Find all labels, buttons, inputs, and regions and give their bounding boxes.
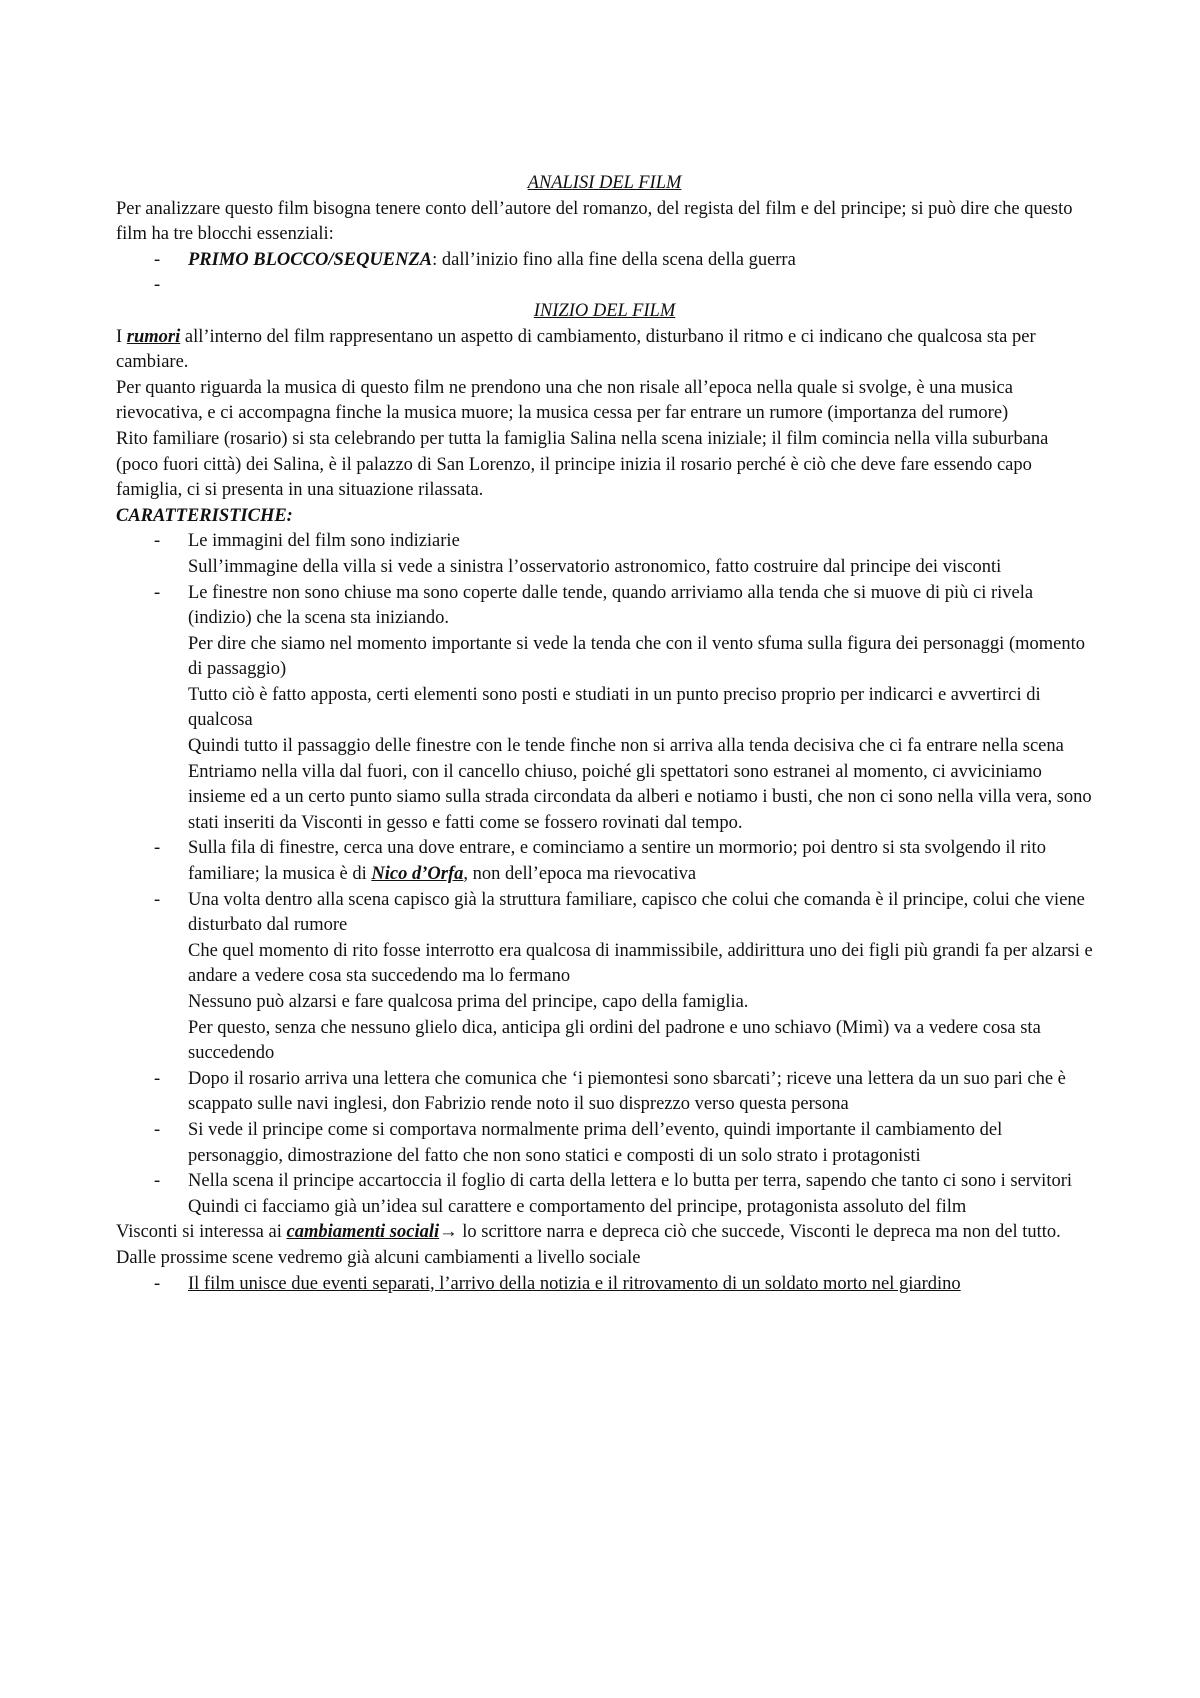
- paragraph-visconti: [116, 1220, 1093, 1246]
- visconti-strong: cambiamenti sociali: [286, 1222, 440, 1243]
- list-item: [188, 1067, 1093, 1118]
- list-item-line: Nessuno può alzarsi e fare qualcosa prima del principe, capo della famiglia.: [188, 992, 749, 1012]
- heading-inizio: [116, 299, 1093, 325]
- visconti-rest: lo scrittore narra e depreca ciò che succede, Visconti le depreca ma non del tutto.: [457, 1222, 1061, 1243]
- document-content: [116, 171, 1093, 1297]
- list-item: [188, 888, 1093, 1067]
- rumori-pre: I: [116, 326, 127, 347]
- list-item-line: - Una volta dentro alla scena capisco già la struttura familiare, capisco che colui che comanda è il principe, colui che viene disturbato dal rumore: [188, 889, 1085, 936]
- list-item-line: Quindi ci facciamo già un’idea sul carattere e comportamento del principe, protagonista assoluto del film: [188, 1196, 967, 1217]
- list-item-line: Che quel momento di rito fosse interrotto era qualcosa di inammissibile, addirittura uno dei figli più grandi fa per alzarsi e andare a vedere cosa sta succedendo ma lo fermano: [188, 940, 1093, 987]
- intro-paragraph: Per analizzare questo film bisogna tenere conto dell’autore del romanzo, del regista del film e del principe; si può dire che questo film ha tre blocchi essenziali:: [116, 198, 1073, 245]
- list-item-last: [188, 1272, 1093, 1298]
- caratteristiche-list: [116, 529, 1093, 1220]
- list-item-line: - Le finestre non sono chiuse ma sono coperte dalle tende, quando arriviamo alla tenda che si muove di più ci rivela (indizio) che la scena sta iniziando.: [188, 582, 1034, 629]
- primo-blocco-label: PRIMO BLOCCO/SEQUENZA: [188, 249, 433, 270]
- rumori-strong: rumori: [126, 326, 181, 347]
- paragraph-musica: Per quanto riguarda la musica di questo film ne prendono una che non risale all’epoca nella quale si svolge, è una musica rievocativa, e ci accompagna finche la musica muore; la musica cessa per far entrare un rumore (importanza del rumore): [116, 377, 1013, 424]
- nico-rest: , non dell’epoca ma rievocativa: [463, 864, 697, 885]
- list-item-line: Quindi tutto il passaggio delle finestre con le tende finche non si arriva alla tenda decisiva che ci fa entrare nella scena: [188, 736, 1064, 757]
- list-item-primo-blocco: [188, 248, 1093, 274]
- list-item-line: - Si vede il principe come si comportava normalmente prima dell’evento, quindi importante il cambiamento del personaggio, dimostrazione del fatto che non sono statici e composti di un solo strato i protagonisti: [188, 1119, 1003, 1166]
- list-item-line: - Le immagini del film sono indiziarie: [188, 531, 460, 552]
- heading-analisi: [116, 171, 1093, 197]
- nico-strong: Nico d’Orfa: [371, 864, 464, 885]
- list-item-line: - Dopo il rosario arriva una lettera che comunica che ‘i piemontesi sono sbarcati’; riceve una lettera da un suo pari che è scappato sulle navi inglesi, don Fabrizio rende noto il suo disprezzo verso questa persona: [188, 1068, 1066, 1115]
- list-item-line: Per dire che siamo nel momento importante si vede la tenda che con il vento sfuma sulla figura dei personaggi (momento di passaggio): [188, 633, 1085, 680]
- primo-blocco-text: : dall’inizio fino alla fine della scena della guerra: [432, 249, 796, 270]
- last-item-text: Il film unisce due eventi separati, l’arrivo della notizia e il ritrovamento di un soldato morto nel giardino: [188, 1273, 961, 1294]
- list-item: [188, 1118, 1093, 1169]
- list-item-nico: [188, 836, 1093, 887]
- list-item-line: Per questo, senza che nessuno glielo dica, anticipa gli ordini del padrone e uno schiavo (Mimì) va a vedere cosa sta succedendo: [188, 1017, 1041, 1064]
- blocks-list: [116, 248, 1093, 299]
- list-item-line: Tutto ciò è fatto apposta, certi elementi sono posti e studiati in un punto preciso proprio per indicarci e avvertirci di qualcosa: [188, 684, 1041, 731]
- paragraph-rumori: [116, 325, 1093, 376]
- list-item-line: - Nella scena il principe accartoccia il foglio di carta della lettera e lo butta per terra, sapendo che tanto ci sono i servitori: [188, 1171, 1073, 1192]
- list-item-empty: [188, 273, 1093, 299]
- paragraph-prossime: Dalle prossime scene vedremo già alcuni cambiamenti a livello sociale: [116, 1247, 641, 1268]
- paragraph-rito: Rito familiare (rosario) si sta celebrando per tutta la famiglia Salina nella scena iniziale; il film comincia nella villa suburbana (poco fuori città) dei Salina, è il palazzo di San Lorenzo, il principe inizia il rosario perché è ciò che deve fare essendo capo famiglia, ci si presenta in una situazione rilassata.: [116, 428, 1049, 501]
- nico-pre: Sulla fila di finestre, cerca una dove entrare, e cominciamo a sentire un mormorio; poi dentro si sta svolgendo il rito familiare; la musica è di: [188, 838, 1046, 885]
- heading-analisi-text: ANALISI DEL FILM: [527, 173, 682, 193]
- heading-caratteristiche: CARATTERISTICHE:: [116, 505, 293, 526]
- list-item: [188, 529, 1093, 580]
- list-item: [188, 1169, 1093, 1220]
- rumori-rest: all’interno del film rappresentano un aspetto di cambiamento, disturbano il ritmo e ci indicano che qualcosa sta per cambiare.: [116, 326, 1036, 373]
- list-item-line: Sull’immagine della villa si vede a sinistra l’osservatorio astronomico, fatto costruire dal principe dei visconti: [188, 556, 1002, 577]
- list-item: [188, 581, 1093, 837]
- list-item-line: Entriamo nella villa dal fuori, con il cancello chiuso, poiché gli spettatori sono estranei al momento, ci avviciniamo insieme ed a un certo punto siamo sulla strada circondata da alberi e notiamo i busti, che non ci sono nella villa vera, sono stati inseriti da Visconti in gesso e fatti come se fossero rovinati dal tempo.: [188, 761, 1092, 833]
- final-list: [116, 1272, 1093, 1298]
- heading-inizio-text: INIZIO DEL FILM: [533, 300, 676, 321]
- right-arrow-icon: →: [439, 1222, 458, 1243]
- visconti-pre: Visconti si interessa ai: [116, 1222, 287, 1243]
